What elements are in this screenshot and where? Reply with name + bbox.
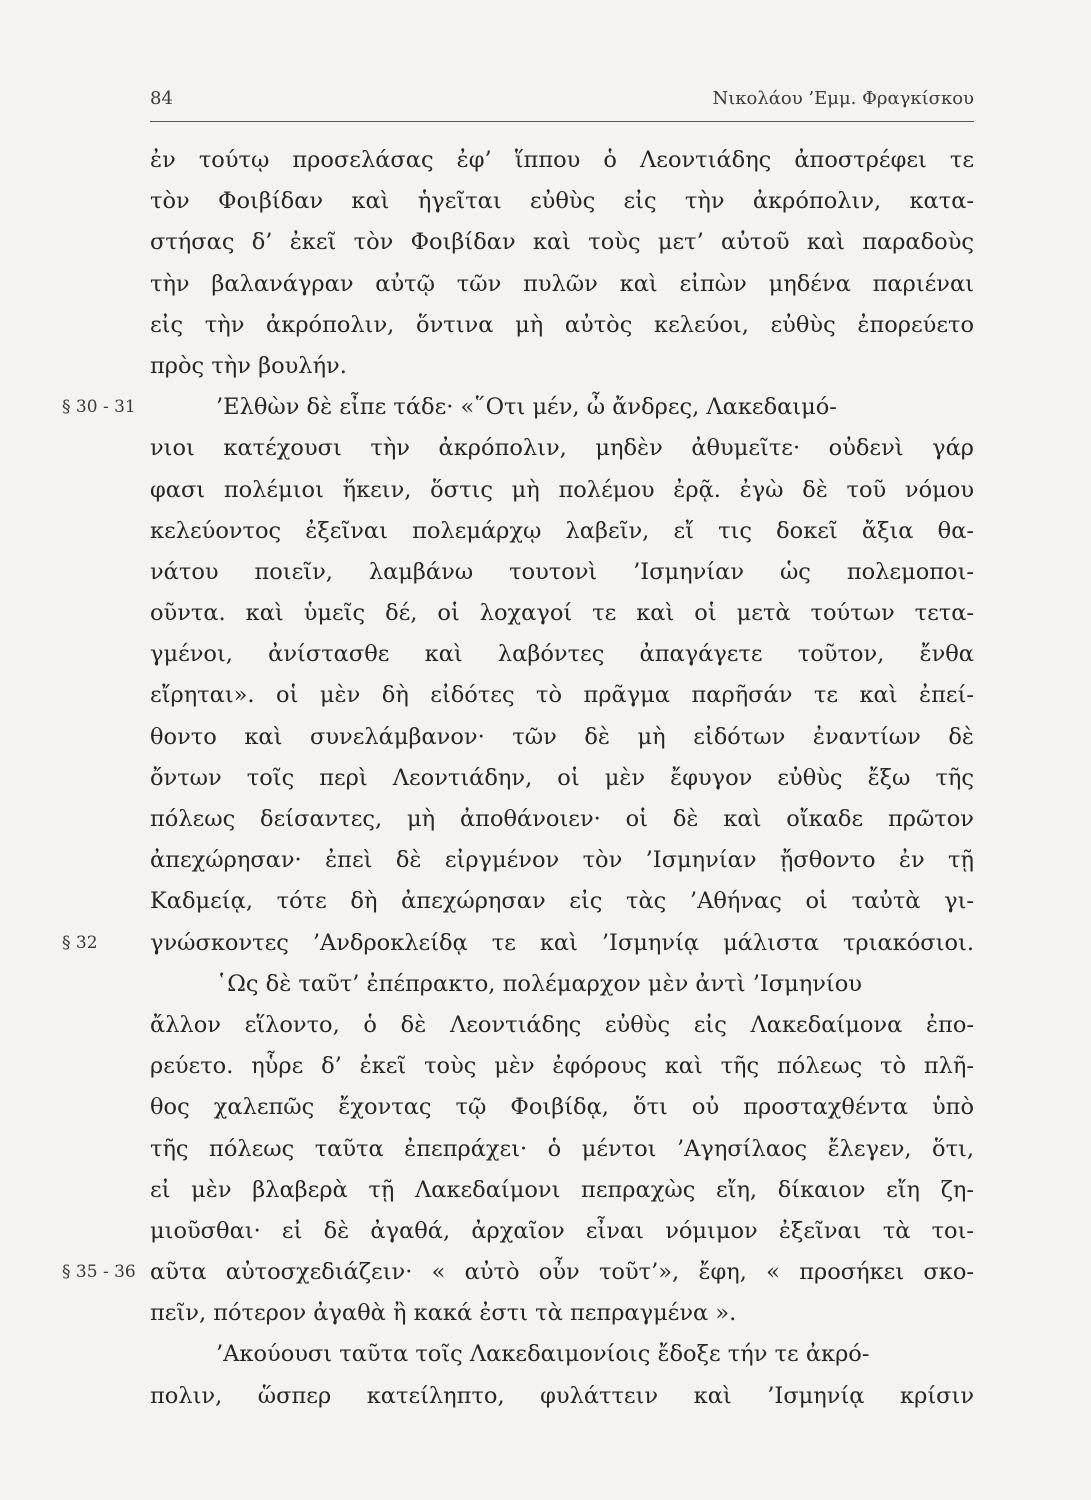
text-line: γνώσκοντες ’Ανδροκλείδᾳ τε καὶ ’Ισμηνίᾳ μάλιστα τριακόσιοι. [150,929,974,956]
text-line: στήσας δ’ ἐκεῖ τὸν Φοιβίδαν καὶ τοὺς μετ’ αὐτοῦ καὶ παραδοὺς [150,229,974,256]
running-head: Νικολάου ’Εμμ. Φραγκίσκου [712,88,974,109]
text-line: πρὸς τὴν βουλήν. [150,352,347,379]
page-header [150,88,974,116]
text-line: θος χαλεπῶς ἔχοντας τῷ Φοιβίδᾳ, ὅτι οὐ προσταχθέντα ὑπὸ [150,1094,974,1121]
body-text [150,140,974,1417]
text-line: εἰς τὴν ἀκρόπολιν, ὅντινα μὴ αὐτὸς κελεύοι, εὐθὺς ἐπορεύετο [150,311,974,338]
text-line: μιοῦσθαι· εἰ δὲ ἀγαθά, ἀρχαῖον εἶναι νόμιμον ἐξεῖναι τὰ τοι- [150,1217,974,1244]
text-line: ρεύετο. ηὗρε δ’ ἐκεῖ τοὺς μὲν ἐφόρους καὶ τῆς πόλεως τὸ πλῆ- [150,1053,974,1080]
text-line: ὄντων τοῖς περὶ Λεοντιάδην, οἱ μὲν ἔφυγον εὐθὺς ἔξω τῆς [150,764,974,791]
header-rule [150,121,974,122]
text-line: ’Ακούουσι ταῦτα τοῖς Λακεδαιμονίοις ἔδοξε τήν τε ἀκρό- [216,1341,870,1368]
text-line: νιοι κατέχουσι τὴν ἀκρόπολιν, μηδὲν ἀθυμεῖτε· οὐδενὶ γάρ [150,435,974,462]
text-line: οῦντα. καὶ ὑμεῖς δέ, οἱ λοχαγοί τε καὶ οἱ μετὰ τούτων τετα- [150,600,974,627]
section-marker: § 35 - 36 [62,1262,136,1283]
text-line: κελεύοντος ἐξεῖναι πολεμάρχῳ λαβεῖν, εἴ τις δοκεῖ ἄξια θα- [150,517,974,544]
section-marker: § 32 [62,932,98,953]
text-line: τὴν βαλανάγραν αὐτῷ τῶν πυλῶν καὶ εἰπὼν μηδένα παριέναι [150,270,974,297]
text-line: τὸν Φοιβίδαν καὶ ἡγεῖται εὐθὺς εἰς τὴν ἀκρόπολιν, κατα- [150,188,974,215]
text-line: ἐν τούτῳ προσελάσας ἐφ’ ἵππου ὁ Λεοντιάδης ἀποστρέφει τε [150,147,974,173]
text-line: γμένοι, ἀνίστασθε καὶ λαβόντες ἀπαγάγετε τοῦτον, ἔνθα [150,641,974,668]
text-line: ἄλλον εἵλοντο, ὁ δὲ Λεοντιάδης εὐθὺς εἰς Λακεδαίμονα ἐπο- [150,1011,974,1038]
text-line: φασι πολέμιοι ἥκειν, ὅστις μὴ πολέμου ἐρᾷ. ἐγὼ δὲ τοῦ νόμου [150,476,974,503]
page-number: 84 [150,88,173,109]
section-marker: § 30 - 31 [62,397,136,418]
text-line: ῾Ως δὲ ταῦτ’ ἐπέπρακτο, πολέμαρχον μὲν ἀντὶ ’Ισμηνίου [216,970,862,997]
text-line: εἰ μὲν βλαβερὰ τῇ Λακεδαίμονι πεπραχὼς εἴη, δίκαιον εἴη ζη- [150,1176,974,1203]
text-line: θοντο καὶ συνελάμβανον· τῶν δὲ μὴ εἰδότων ἐναντίων δὲ [150,723,974,750]
text-line: εἴρηται». οἱ μὲν δὴ εἰδότες τὸ πρᾶγμα παρῆσάν τε καὶ ἐπεί- [150,682,974,709]
text-line: νάτου ποιεῖν, λαμβάνω τουτονὶ ’Ισμηνίαν ὡς πολεμοποι- [150,558,974,585]
text-line: ἀπεχώρησαν· ἐπεὶ δὲ εἰργμένον τὸν ’Ισμηνίαν ᾔσθοντο ἐν τῇ [150,847,974,874]
text-line: ’Ελθὼν δὲ εἶπε τάδε· «῞Οτι μέν, ὦ ἄνδρες, Λακεδαιμό- [216,394,837,421]
text-line: πόλεως δείσαντες, μὴ ἀποθάνοιεν· οἱ δὲ καὶ οἴκαδε πρῶτον [150,806,974,832]
text-line: τῆς πόλεως ταῦτα ἐπεπράχει· ὁ μέντοι ’Αγησίλαος ἔλεγεν, ὅτι, [150,1135,974,1162]
text-line: πολιν, ὥσπερ κατείληπτο, φυλάττειν καὶ ’Ισμηνίᾳ κρίσιν [150,1382,974,1409]
text-line: αῦτα αὐτοσχεδιάζειν· « αὐτὸ οὖν τοῦτ’», ἔφη, « προσήκει σκο- [150,1259,974,1286]
text-line: πεῖν, πότερον ἀγαθὰ ἢ κακά ἐστι τὰ πεπραγμένα ». [150,1300,737,1327]
text-line: Καδμείᾳ, τότε δὴ ἀπεχώρησαν εἰς τὰς ’Αθήνας οἱ ταὐτὰ γι- [150,888,974,915]
